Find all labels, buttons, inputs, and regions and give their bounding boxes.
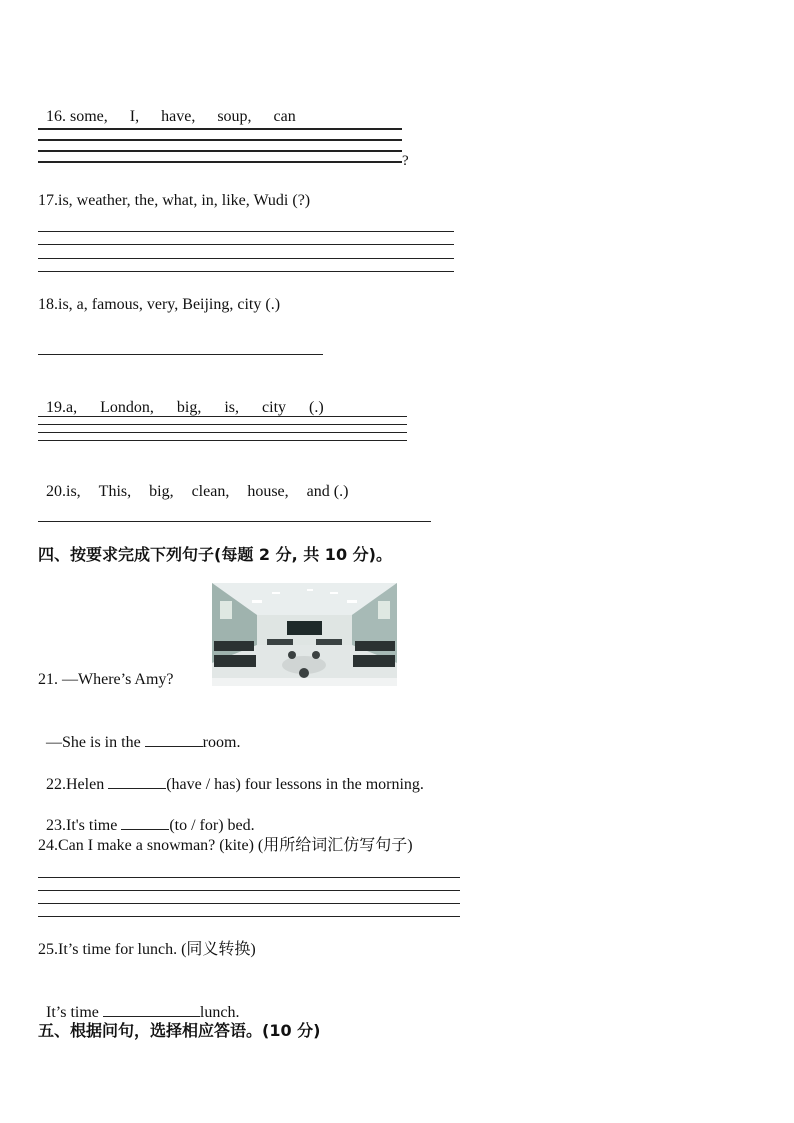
q21-blank[interactable]: [145, 731, 203, 747]
q16-word: soup,: [217, 108, 252, 125]
q19-word: (.): [309, 399, 324, 416]
answer-line[interactable]: [38, 877, 460, 878]
q19-word: city: [262, 399, 287, 416]
q25-blank[interactable]: [103, 1001, 200, 1017]
answer-line[interactable]: [38, 139, 402, 141]
answer-line[interactable]: [38, 271, 454, 272]
q21-answer: [38, 711, 240, 753]
answer-line[interactable]: [38, 128, 402, 130]
answer-line[interactable]: [38, 432, 407, 433]
q20-word: big,: [149, 483, 174, 500]
q22-prefix: 22.Helen: [46, 776, 105, 793]
answer-line[interactable]: [38, 424, 407, 425]
answer-line[interactable]: [38, 890, 460, 891]
q22-blank[interactable]: [108, 773, 166, 789]
answer-line[interactable]: [38, 440, 407, 441]
answer-line[interactable]: [38, 354, 323, 355]
q25-answer-suffix: lunch.: [199, 1004, 240, 1021]
q19-word: London,: [100, 399, 154, 416]
computer-room-photo: [212, 583, 397, 686]
answer-line[interactable]: [38, 231, 454, 232]
q17-prompt: 17.is, weather, the, what, in, like, Wudi (?): [38, 192, 311, 209]
q25-answer-prefix: It’s time: [46, 1004, 99, 1021]
q16-prompt: 16. some, I, have, soup, can: [46, 108, 296, 125]
q16-word: I,: [129, 108, 140, 125]
q21-answer-prefix: —She is in the: [46, 734, 141, 751]
answer-line[interactable]: [38, 244, 454, 245]
q20-word: and (.): [306, 483, 349, 500]
answer-line[interactable]: [38, 150, 402, 152]
answer-line[interactable]: [38, 416, 407, 417]
q19-word: is,: [224, 399, 240, 416]
q16-word: can: [273, 108, 296, 125]
q19-word: a,: [66, 399, 78, 416]
q16-word: have,: [161, 108, 196, 125]
q20-word: clean,: [191, 483, 230, 500]
q16-number: 16: [46, 108, 62, 125]
section-5-title: 五、根据问句，选择相应答语。(10 分): [38, 1021, 321, 1040]
answer-line[interactable]: [38, 521, 431, 522]
q24-prompt: 24.Can I make a snowman? (kite) (用所给词汇仿写句子): [38, 837, 413, 854]
q22-line: [38, 753, 424, 795]
q21-question: 21. —Where’s Amy?: [38, 671, 174, 688]
q20-word: This,: [98, 483, 132, 500]
q22-suffix: (have / has) four lessons in the morning.: [166, 776, 424, 793]
q19-number: 19.: [46, 399, 66, 416]
q16-end-mark: ?: [402, 153, 409, 169]
q20-prompt: [38, 462, 348, 502]
answer-line[interactable]: [38, 161, 402, 163]
q23-blank[interactable]: [121, 814, 169, 830]
q23-prefix: 23.It's time: [46, 817, 118, 834]
q20-word: is,: [66, 483, 81, 500]
answer-line[interactable]: [38, 903, 460, 904]
q23-suffix: (to / for) bed.: [169, 817, 255, 834]
q19-word: big,: [176, 399, 202, 416]
q20-number: 20.: [46, 483, 66, 500]
q18-prompt: 18.is, a, famous, very, Beijing, city (.): [38, 296, 281, 313]
q16-word: some,: [70, 108, 108, 125]
q20-word: house,: [247, 483, 289, 500]
section-4-title: 四、按要求完成下列句子(每题 2 分, 共 10 分)。: [38, 545, 392, 564]
answer-line[interactable]: [38, 916, 460, 917]
q25-answer: [38, 981, 239, 1023]
q19-prompt: [38, 378, 324, 418]
q25-prompt: 25.It’s time for lunch. (同义转换): [38, 941, 256, 958]
q23-line: [38, 794, 255, 836]
answer-line[interactable]: [38, 258, 454, 259]
q21-answer-suffix: room.: [202, 734, 241, 751]
